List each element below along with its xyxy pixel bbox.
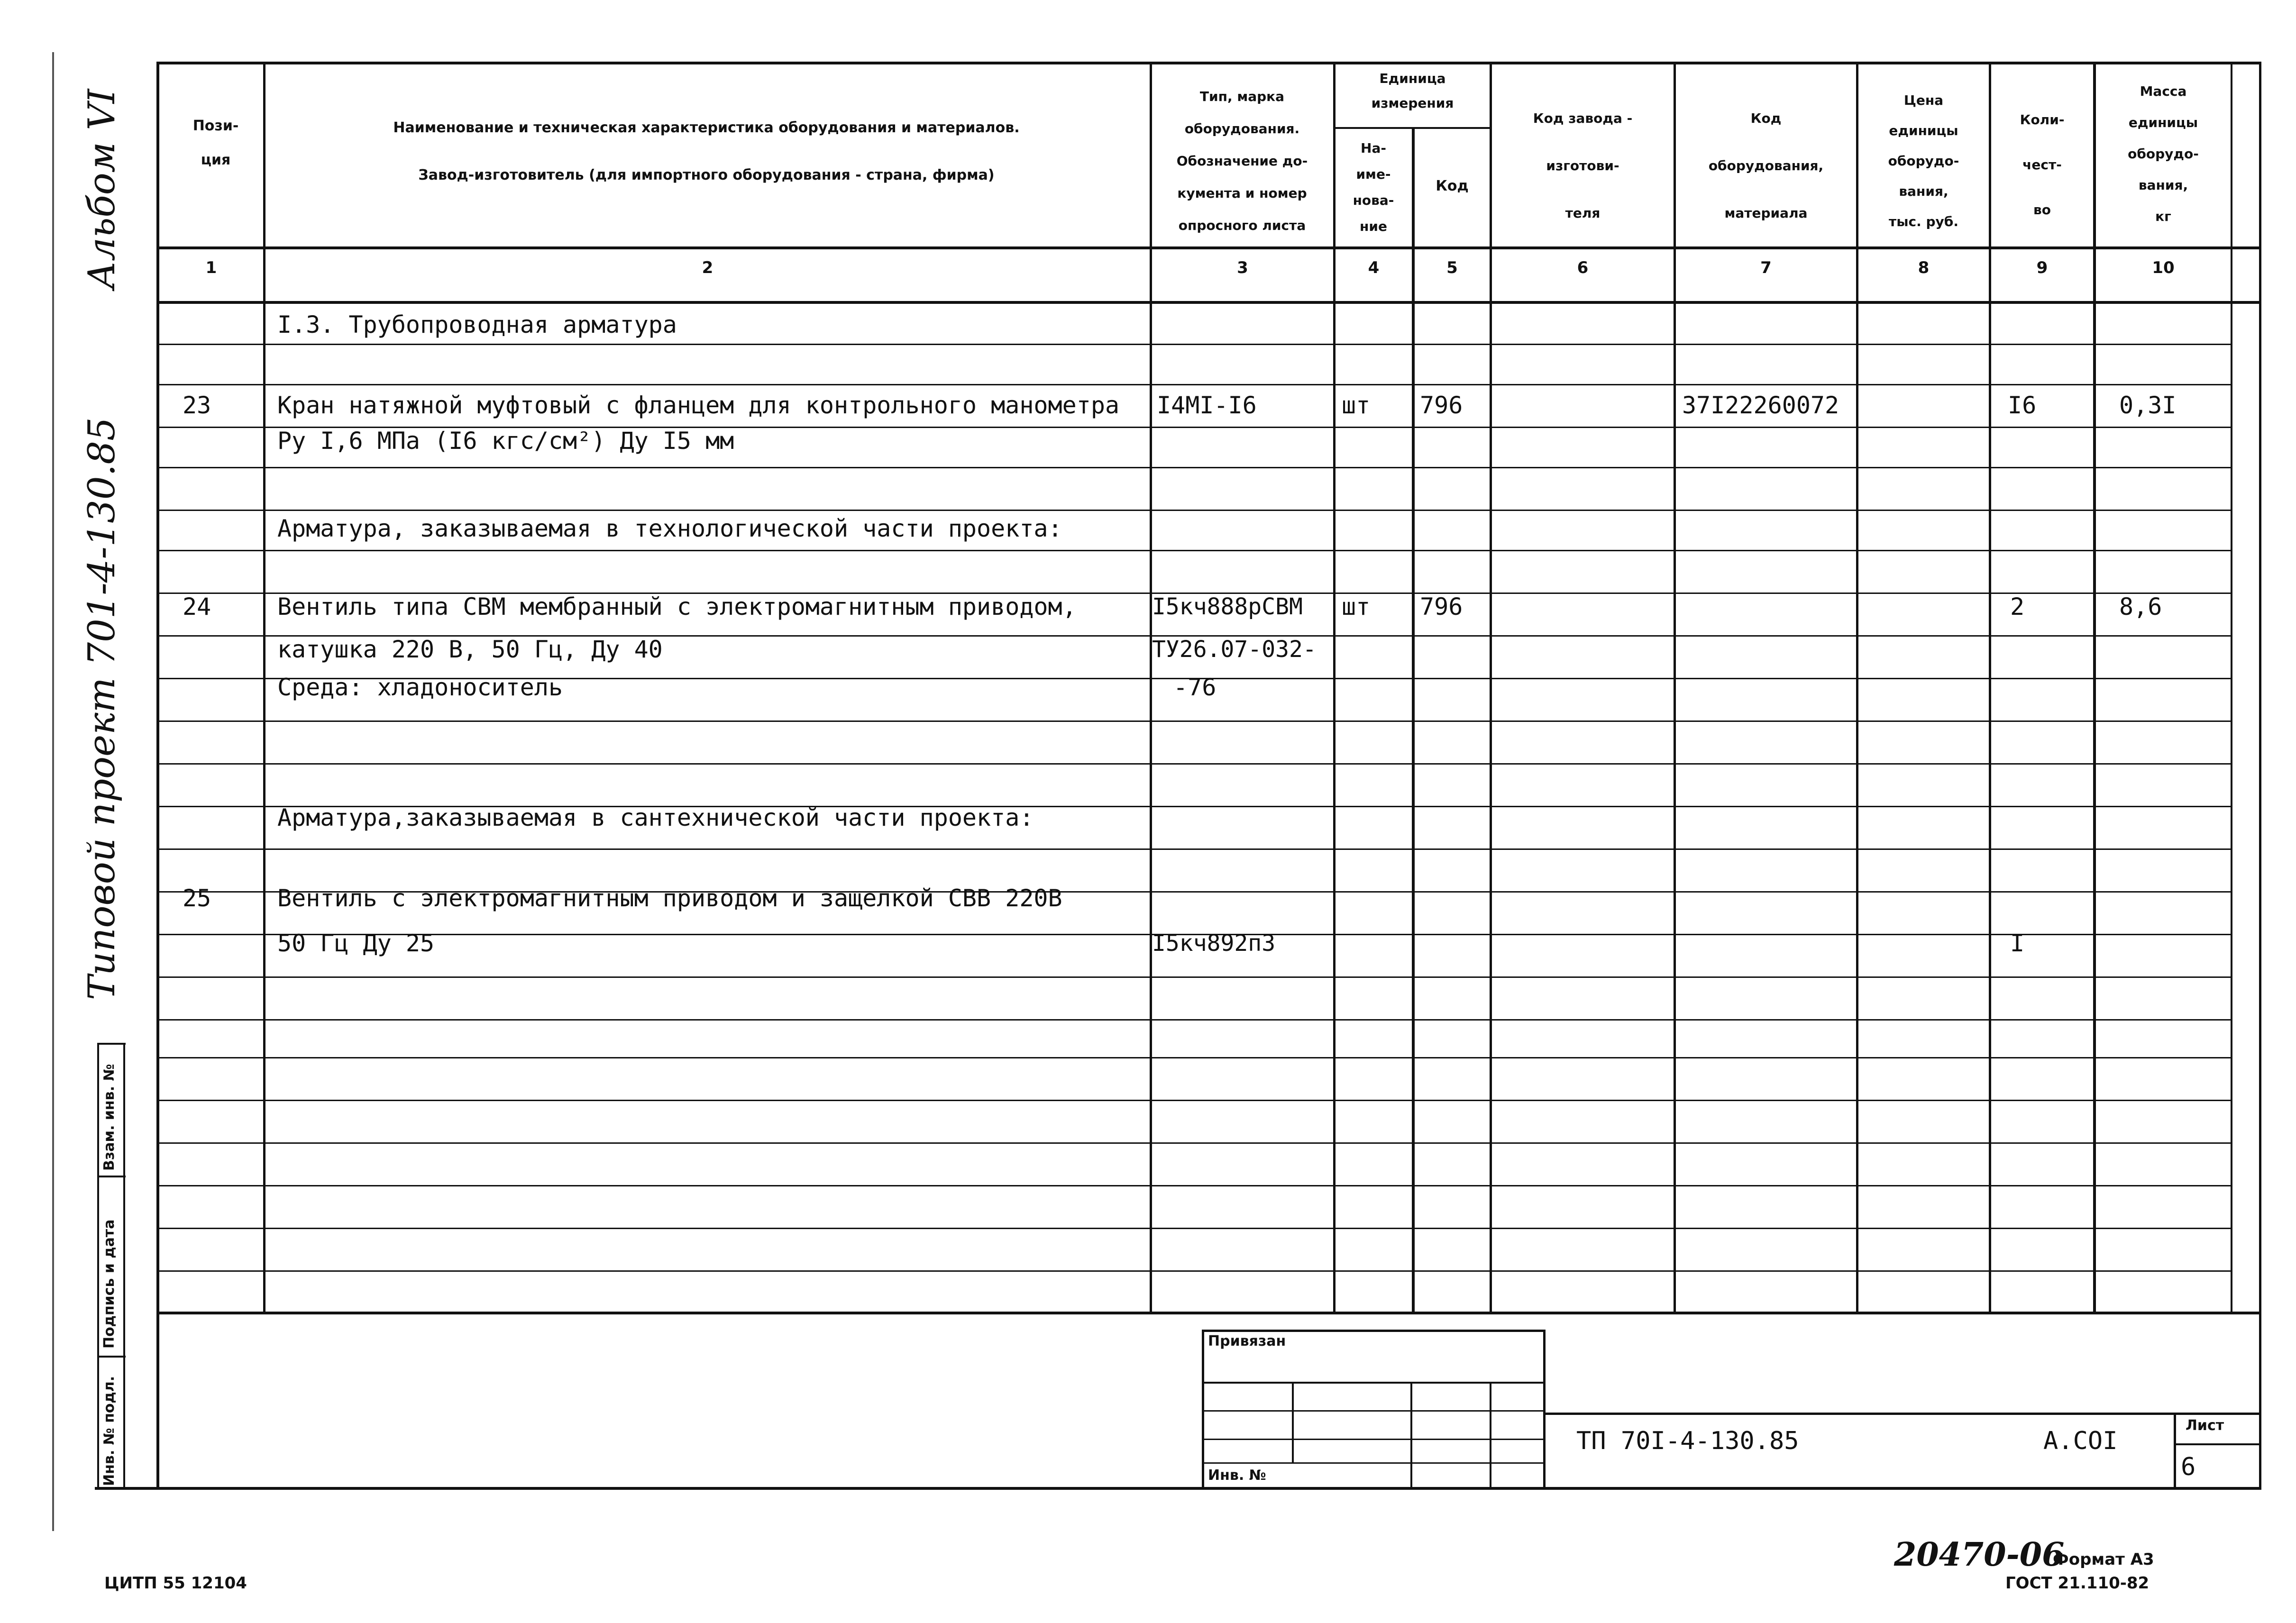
table-row-name: Ру I,6 МПа (I6 кгс/см²) Ду I5 мм bbox=[277, 427, 734, 455]
podpis-data-label: Подпись и дата bbox=[101, 1219, 118, 1349]
header-unit: Единица измерения bbox=[1371, 71, 1454, 111]
project-label: Типовой проект 701-4-130.85 bbox=[81, 417, 123, 1000]
header-col1: Пози- ция bbox=[192, 118, 239, 168]
table-row-name: Вентиль с электромагнитным приводом и защелкой СВВ 220В bbox=[277, 884, 1062, 912]
table-row-type: I5кч888рСВМ bbox=[1152, 593, 1303, 620]
section-title: I.3. Трубопроводная арматура bbox=[277, 311, 677, 338]
table-row-pos: 24 bbox=[183, 593, 211, 620]
table-row-pos: 25 bbox=[183, 884, 211, 912]
table-row-mass: 8,6 bbox=[2119, 593, 2162, 620]
vzam-inv-label: Взам. инв. № bbox=[101, 1064, 118, 1171]
header-col10: Масса единицы оборудо- вания, кг bbox=[2128, 83, 2199, 224]
header-col7: Код оборудования, материала bbox=[1708, 110, 1824, 221]
colnum-1: 1 bbox=[205, 258, 217, 277]
table-row-type: -76 bbox=[1173, 674, 1217, 701]
section-subtitle: Арматура,заказываемая в сантехнической части проекта: bbox=[277, 804, 1034, 831]
colnum-8: 8 bbox=[1918, 258, 1930, 277]
table-row-name: Кран натяжной муфтовый с фланцем для контрольного манометра bbox=[277, 392, 1120, 419]
colnum-4: 4 bbox=[1368, 258, 1380, 277]
colnum-7: 7 bbox=[1760, 258, 1772, 277]
table-row-mass: 0,3I bbox=[2119, 392, 2177, 419]
frame-bottom bbox=[95, 1487, 2261, 1490]
header-col2: Наименование и техническая характеристика оборудования и материалов. Завод-изготовитель (для импортного оборудования - страна, фирма) bbox=[393, 119, 1020, 183]
frame-right bbox=[2259, 62, 2261, 1490]
inv-podl-label: Инв. № подл. bbox=[101, 1376, 118, 1486]
sheet-number: 6 bbox=[2181, 1453, 2196, 1481]
table-row-type: I5кч892п3 bbox=[1152, 930, 1276, 957]
header-col4: На- име- нова- ние bbox=[1353, 140, 1394, 234]
colnum-9: 9 bbox=[2036, 258, 2048, 277]
table-row-unit: шт bbox=[1342, 392, 1371, 419]
frame-top bbox=[156, 62, 2261, 64]
table-row-name: Вентиль типа СВМ мембранный с электромагнитным приводом, bbox=[277, 593, 1077, 620]
colnum-5: 5 bbox=[1446, 258, 1458, 277]
table-row-code: 796 bbox=[1420, 593, 1463, 620]
privyazan-label: Привязан bbox=[1208, 1333, 1286, 1349]
gost-label: ГОСТ 21.110-82 bbox=[2005, 1574, 2150, 1593]
doc-mark: А.COI bbox=[2043, 1427, 2118, 1455]
table-row-equip: 37I22260072 bbox=[1682, 392, 1839, 419]
table-row-name: Среда: хладоноситель bbox=[277, 674, 563, 701]
format-label: Формат А3 bbox=[2053, 1550, 2154, 1569]
colnum-3: 3 bbox=[1237, 258, 1248, 277]
order-number: 20470-06 bbox=[1894, 1536, 2065, 1574]
table-row-pos: 23 bbox=[183, 392, 211, 419]
inv-no-label: Инв. № bbox=[1208, 1467, 1266, 1484]
header-col8: Цена единицы оборудо- вания, тыс. руб. bbox=[1888, 92, 1959, 229]
table-row-qty: I bbox=[2010, 930, 2025, 957]
table-row-qty: 2 bbox=[2010, 593, 2025, 620]
table-row-type: ТУ26.07-032- bbox=[1152, 636, 1317, 663]
table-row-unit: шт bbox=[1342, 593, 1371, 620]
sheet-label: Лист bbox=[2186, 1417, 2224, 1434]
header-col5: Код bbox=[1436, 178, 1469, 194]
section-subtitle: Арматура, заказываемая в технологической части проекта: bbox=[277, 515, 1062, 542]
table-row-name: 50 Гц Ду 25 bbox=[277, 930, 435, 957]
table-bottom bbox=[156, 1312, 2261, 1314]
colnum-10: 10 bbox=[2152, 258, 2175, 277]
colnum-6: 6 bbox=[1577, 258, 1589, 277]
header-col3: Тип, марка оборудования. Обозначение до- кумента и номер опросного листа bbox=[1176, 89, 1308, 233]
table-row-code: 796 bbox=[1420, 392, 1463, 419]
table-row-name: катушка 220 В, 50 Гц, Ду 40 bbox=[277, 636, 663, 663]
album-label: Альбом VI bbox=[81, 89, 123, 289]
header-col6: Код завода - изготови- теля bbox=[1533, 110, 1633, 221]
footer-citp: ЦИТП 55 12104 bbox=[104, 1574, 247, 1593]
colnum-2: 2 bbox=[702, 258, 713, 277]
table-row-type: I4MI-I6 bbox=[1157, 392, 1257, 419]
doc-code: ТП 70I-4-130.85 bbox=[1576, 1427, 1799, 1455]
header-col9: Коли- чест- во bbox=[2020, 112, 2065, 218]
table-row-qty: I6 bbox=[2008, 392, 2037, 419]
